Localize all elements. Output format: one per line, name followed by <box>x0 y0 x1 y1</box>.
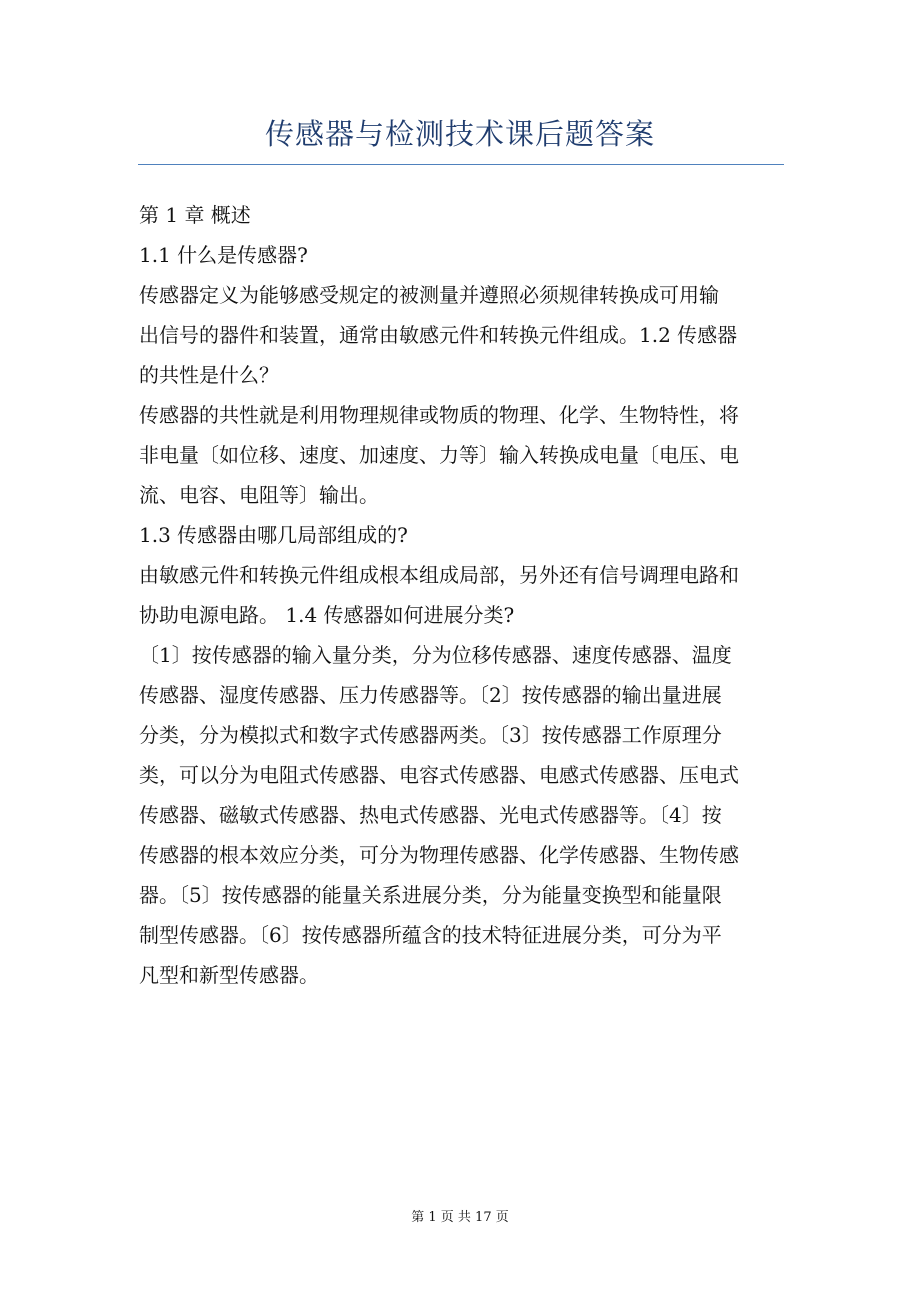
paragraph-line: 传感器、湿度传感器、压力传感器等。〔2〕按传感器的输出量进展 <box>139 683 722 707</box>
paragraph-line: 传感器定义为能够感受规定的被测量并遵照必须规律转换成可用输 <box>139 283 719 307</box>
document-title: 传感器与检测技术课后题答案 <box>264 117 655 151</box>
paragraph-line: 制型传感器。〔6〕按传感器所蕴含的技术特征进展分类，可分为平 <box>139 923 722 947</box>
paragraph-line: 器。〔5〕按传感器的能量关系进展分类，分为能量变换型和能量限 <box>139 883 722 907</box>
paragraph-line: 传感器的共性就是利用物理规律或物质的物理、化学、生物特性，将 <box>139 403 739 427</box>
chapter-heading: 第 1 章 概述 <box>139 203 251 227</box>
paragraph-line: 出信号的器件和装置，通常由敏感元件和转换元件组成。1.2 传感器 <box>139 323 738 347</box>
paragraph-line: 传感器、磁敏式传感器、热电式传感器、光电式传感器等。〔4〕按 <box>139 803 722 827</box>
page-number-footer: 第 1 页 共 17 页 <box>411 1210 509 1225</box>
paragraph-line: 分类，分为模拟式和数字式传感器两类。〔3〕按传感器工作原理分 <box>139 723 722 747</box>
paragraph-line: 协助电源电路。 1.4 传感器如何进展分类? <box>139 603 515 627</box>
paragraph-line: 非电量〔如位移、速度、加速度、力等〕输入转换成电量〔电压、电 <box>139 443 739 467</box>
question-heading: 1.3 传感器由哪几局部组成的? <box>139 523 408 547</box>
paragraph-line: 的共性是什么？ <box>139 363 279 387</box>
document-body <box>139 195 789 995</box>
paragraph-line: 〔1〕按传感器的输入量分类，分为位移传感器、速度传感器、温度 <box>139 643 732 667</box>
paragraph-line: 凡型和新型传感器。 <box>139 963 319 987</box>
paragraph-line: 类，可以分为电阻式传感器、电容式传感器、电感式传感器、压电式 <box>139 763 739 787</box>
paragraph-line: 传感器的根本效应分类，可分为物理传感器、化学传感器、生物传感 <box>139 843 739 867</box>
question-heading: 1.1 什么是传感器? <box>139 243 308 267</box>
title-divider <box>138 164 784 165</box>
paragraph-line: 流、电容、电阻等〕输出。 <box>139 483 379 507</box>
paragraph-line: 由敏感元件和转换元件组成根本组成局部，另外还有信号调理电路和 <box>139 563 739 587</box>
